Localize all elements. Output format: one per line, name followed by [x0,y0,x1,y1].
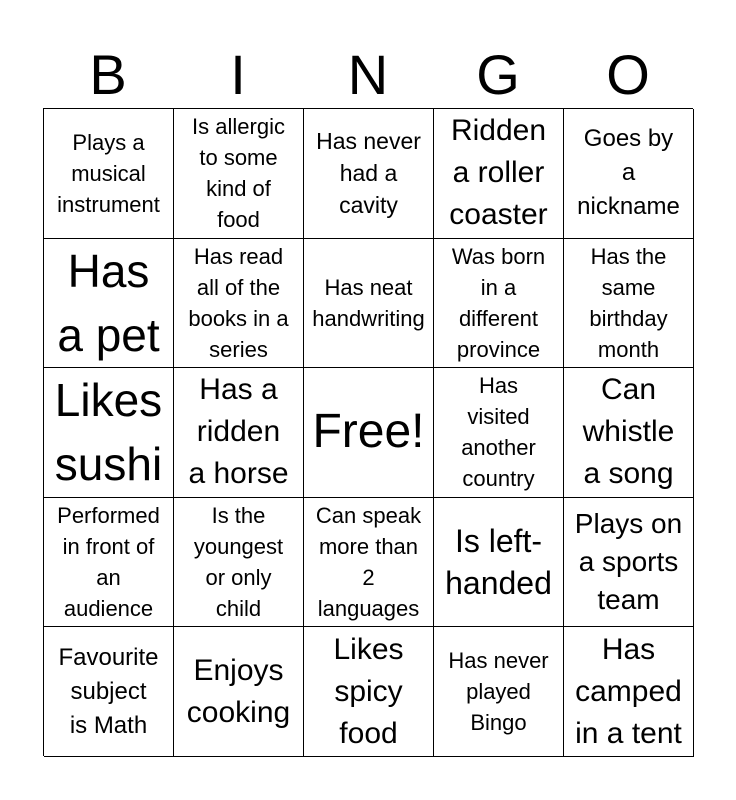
cell-text: Enjoys cooking [186,653,291,729]
cell-text: Has neat handwriting [312,274,425,331]
cell-text: Was born in a different province [451,243,546,362]
bingo-cell-r2-c1[interactable] [44,239,174,369]
bingo-header [43,42,693,108]
cell-text: Has visited another country [461,373,536,492]
header-letter-o: O [606,43,650,106]
bingo-cell-r4-c2[interactable] [174,498,304,628]
cell-text: Can whistle a song [582,373,675,491]
cell-text: Is allergic to some kind of food [192,114,285,233]
cell-text: Has the same birthday month [589,243,668,362]
cell-text: Can speak more than 2 languages [315,503,422,622]
cell-text: Has never had a cavity [316,128,421,219]
header-letter-i: I [230,43,246,106]
bingo-cell-r1-c5[interactable] [564,109,694,239]
bingo-cell-r3-c5[interactable] [564,368,694,498]
bingo-cell-r2-c2[interactable] [174,239,304,369]
bingo-cell-r2-c3[interactable] [304,239,434,369]
cell-text: Performed in front of an audience [57,503,160,622]
bingo-cell-r4-c5[interactable] [564,498,694,628]
bingo-cell-r1-c3[interactable] [304,109,434,239]
cell-text: Ridden a roller coaster [449,114,548,232]
bingo-cell-r3-c4[interactable] [434,368,564,498]
bingo-cell-r3-c2[interactable] [174,368,304,498]
bingo-cell-r5-c5[interactable] [564,627,694,757]
bingo-cell-r3-c3[interactable] [304,368,434,498]
cell-text: Has a pet [57,244,160,361]
cell-text: Has camped in a tent [575,632,682,750]
cell-text: Goes by a nickname [577,125,680,221]
bingo-cell-r2-c4[interactable] [434,239,564,369]
bingo-card [43,108,693,756]
bingo-cell-r1-c4[interactable] [434,109,564,239]
cell-text: Is left- handed [445,523,552,602]
bingo-cell-r2-c5[interactable] [564,239,694,369]
header-letter-g: G [476,43,520,106]
bingo-cell-r4-c1[interactable] [44,498,174,628]
bingo-cell-r4-c4[interactable] [434,498,564,628]
bingo-cell-r5-c2[interactable] [174,627,304,757]
cell-text: Has never played Bingo [448,648,549,736]
free-space: Free! [312,405,425,459]
cell-text: Likes sushi [54,374,163,491]
bingo-cell-r5-c1[interactable] [44,627,174,757]
header-letter-n: N [347,43,389,106]
bingo-cell-r1-c2[interactable] [174,109,304,239]
cell-text: Plays on a sports team [574,508,683,616]
bingo-cell-r3-c1[interactable] [44,368,174,498]
bingo-cell-r4-c3[interactable] [304,498,434,628]
cell-text: Favourite subject is Math [58,643,159,739]
cell-text: Has a ridden a horse [188,373,289,491]
cell-text: Is the youngest or only child [193,503,284,622]
bingo-cell-r5-c3[interactable] [304,627,434,757]
bingo-cell-r1-c1[interactable] [44,109,174,239]
header-letter-b: B [89,43,127,106]
cell-text: Likes spicy food [333,632,404,750]
bingo-cell-r5-c4[interactable] [434,627,564,757]
cell-text: Plays a musical instrument [57,129,160,217]
cell-text: Has read all of the books in a series [188,243,289,362]
